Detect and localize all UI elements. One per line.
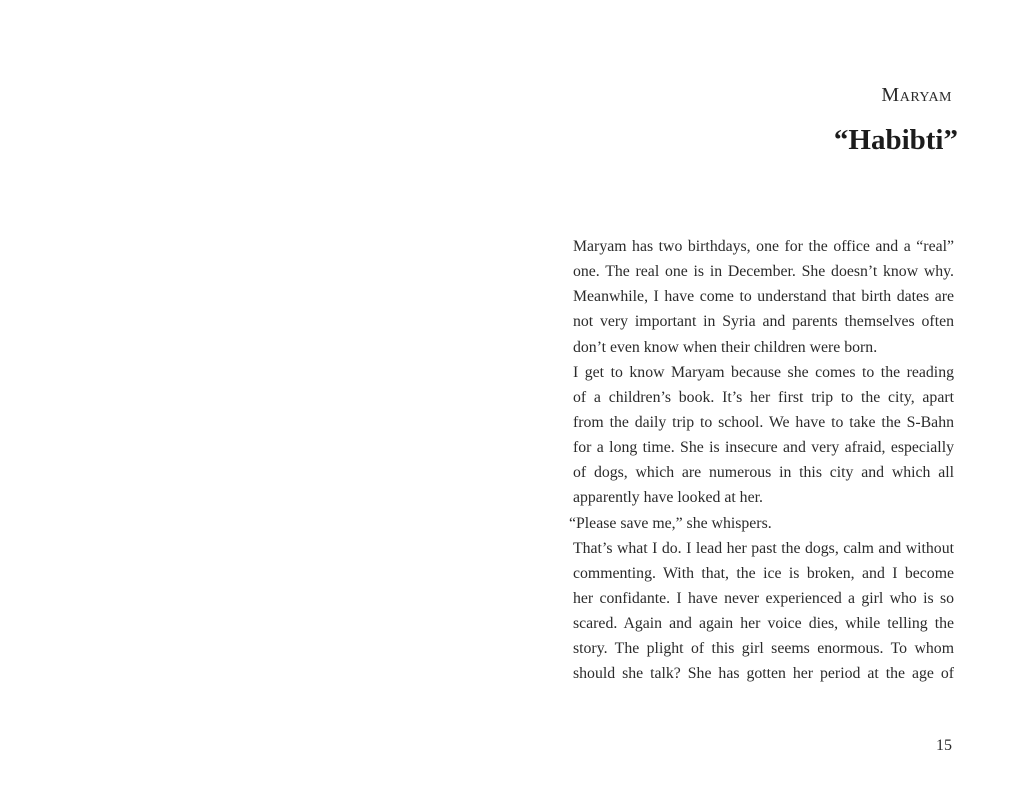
text-line: should she talk? She has gotten her period at the age of [573, 665, 954, 683]
text-line: Maryam has two birthdays, one for the office and a “real” [573, 238, 954, 255]
text-line: not very important in Syria and parents themselves often [573, 313, 954, 331]
text-line: That’s what I do. I lead her past the dogs, calm and without [573, 539, 954, 557]
text-line: don’t even know when their children were born. [573, 338, 878, 356]
chapter-title: “Habibti” [833, 124, 958, 156]
text-line: I get to know Maryam because she comes to the reading [573, 363, 954, 381]
text-line: for a long time. She is insecure and very afraid, especially [573, 439, 954, 457]
text-line: apparently have looked at her. [573, 489, 763, 507]
text-line: one. The real one is in December. She doesn’t know why. [573, 263, 954, 281]
running-head: Maryam [881, 84, 952, 106]
text-line: “Please save me,” she whispers. [569, 514, 772, 532]
body-text [569, 234, 954, 687]
text-line: from the daily trip to school. We have to take the S-Bahn [573, 413, 954, 431]
text-line: commenting. With that, the ice is broken, and I become [573, 564, 954, 582]
text-line: Meanwhile, I have come to understand that birth dates are [573, 288, 954, 306]
text-line: her confidante. I have never experienced a girl who is so [573, 589, 954, 607]
text-line: of dogs, which are numerous in this city and which all [573, 464, 954, 482]
page-number: 15 [936, 737, 952, 754]
text-line: of a children’s book. It’s her first trip to the city, apart [573, 388, 954, 406]
text-line: scared. Again and again her voice dies, while telling the [573, 615, 954, 633]
text-line: story. The plight of this girl seems enormous. To whom [573, 640, 954, 658]
